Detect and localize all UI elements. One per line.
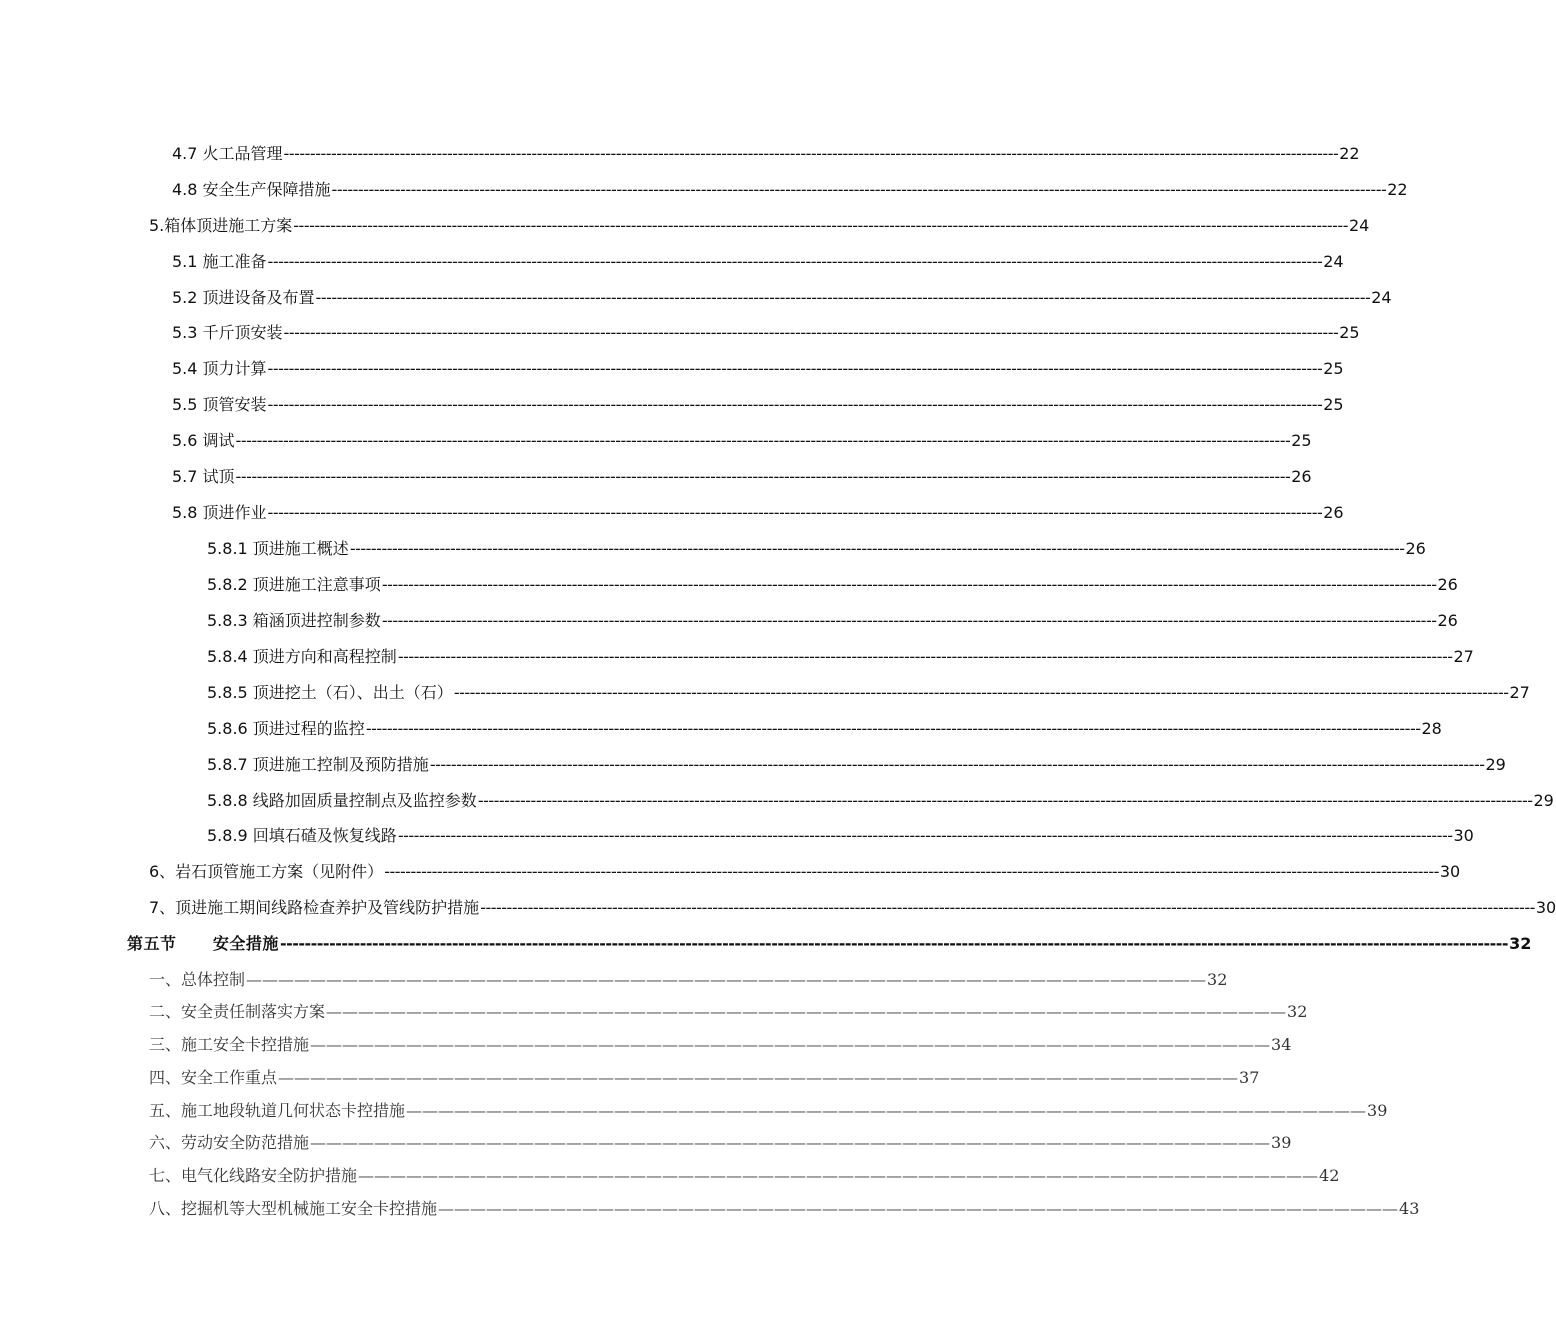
toc-leader: --------------------------------------------------------------------------------------------------------------------------------------------------------------------------------------------------------	[331, 180, 1387, 199]
toc-leader: --------------------------------------------------------------------------------------------------------------------------------------------------------------------------------------------------------	[365, 719, 1421, 738]
toc-leader: --------------------------------------------------------------------------------------------------------------------------------------------------------------------------------------------------------	[477, 791, 1533, 810]
toc-entry-title: 5.1 施工准备	[172, 252, 267, 271]
toc-leader: --------------------------------------------------------------------------------------------------------------------------------------------------------------------------------------------------------	[453, 683, 1509, 702]
toc-leader: --------------------------------------------------------------------------------------------------------------------------------------------------------------------------------------------------------	[283, 144, 1339, 163]
toc-entry-page: 30	[1439, 862, 1461, 881]
toc-entry-page: 26	[1323, 503, 1344, 522]
toc-entry[interactable]	[172, 320, 1360, 343]
toc-entry-title: 5.8.6 顶进过程的监控	[207, 719, 365, 738]
toc-leader: --------------------------------------------------------------------------------------------------------------------------------------------------------------------------------------------------------	[381, 611, 1437, 630]
toc-leader: --------------------------------------------------------------------------------------------------------------------------------------------------------------------------------------------------------	[267, 503, 1323, 522]
toc-entry-page: 22	[1387, 180, 1408, 199]
toc-entry-page: 27	[1509, 683, 1530, 702]
toc-leader: --------------------------------------------------------------------------------------------------------------------------------------------------------------------------------------------------------	[349, 539, 1405, 558]
toc-entry-page: 39	[1367, 1101, 1388, 1120]
toc-leader: ————————————————————————————————————————————————————————————	[310, 1035, 1271, 1054]
toc-leader: --------------------------------------------------------------------------------------------------------------------------------------------------------------------------------------------------------	[267, 252, 1323, 271]
toc-entry-title: 三、施工安全卡控措施	[149, 1035, 310, 1054]
toc-leader: --------------------------------------------------------------------------------------------------------------------------------------------------------------------------------------------------------	[384, 862, 1439, 881]
toc-entry-title: 5.8.8 线路加固质量控制点及监控参数	[207, 791, 477, 810]
toc-entry[interactable]	[172, 392, 1344, 415]
toc-entry[interactable]	[149, 1130, 1292, 1153]
toc-entry[interactable]	[172, 141, 1360, 164]
toc-entry[interactable]	[172, 177, 1408, 200]
toc-entry-title: 二、安全责任制落实方案	[149, 1002, 326, 1021]
toc-entry-title: 5.8.1 顶进施工概述	[207, 539, 349, 558]
toc-entry[interactable]	[207, 680, 1530, 703]
toc-entry[interactable]	[207, 788, 1554, 811]
toc-entry-page: 26	[1437, 611, 1458, 630]
toc-leader: ————————————————————————————————————————————————————————————	[438, 1199, 1399, 1218]
toc-entry-page: 26	[1405, 539, 1426, 558]
toc-entry-page: 29	[1533, 791, 1554, 810]
toc-entry-page: 25	[1323, 395, 1344, 414]
toc-leader: ————————————————————————————————————————————————————————————	[406, 1101, 1367, 1120]
toc-entry[interactable]	[149, 1098, 1388, 1121]
toc-entry[interactable]	[172, 500, 1344, 523]
toc-entry-title: 六、劳动安全防范措施	[149, 1133, 310, 1152]
toc-entry-page: 39	[1271, 1133, 1292, 1152]
toc-entry[interactable]	[149, 213, 1370, 236]
toc-entry-page: 28	[1421, 719, 1442, 738]
toc-entry-title: 4.7 火工品管理	[172, 144, 283, 163]
toc-entry[interactable]	[172, 356, 1344, 379]
toc-entry[interactable]	[207, 823, 1474, 846]
toc-entry-page: 24	[1348, 216, 1370, 235]
toc-entry-title: 5.7 试顶	[172, 467, 235, 486]
toc-leader: ————————————————————————————————————————————————————————————	[278, 1068, 1239, 1087]
toc-leader: --------------------------------------------------------------------------------------------------------------------------------------------------------------------------------------------------------	[397, 826, 1453, 845]
toc-leader: ————————————————————————————————————————————————————————————	[310, 1133, 1271, 1152]
toc-entry[interactable]	[207, 752, 1506, 775]
toc-entry-page: 29	[1485, 755, 1506, 774]
toc-entry-page: 43	[1399, 1199, 1420, 1218]
toc-entry-page: 22	[1339, 144, 1360, 163]
toc-leader: --------------------------------------------------------------------------------------------------------------------------------------------------------------------------------------------------------	[267, 395, 1323, 414]
toc-entry-title: 5.8.9 回填石碴及恢复线路	[207, 826, 397, 845]
toc-section-heading[interactable]	[127, 931, 1532, 954]
toc-entry-page: 42	[1319, 1166, 1340, 1185]
toc-entry-page: 32	[1287, 1002, 1308, 1021]
toc-entry-page: 25	[1323, 359, 1344, 378]
toc-entry-title: 五、施工地段轨道几何状态卡控措施	[149, 1101, 406, 1120]
toc-entry[interactable]	[207, 716, 1442, 739]
toc-entry-title: 5.3 千斤顶安装	[172, 323, 283, 342]
toc-entry-title: 七、电气化线路安全防护措施	[149, 1166, 358, 1185]
toc-entry-title: 八、挖掘机等大型机械施工安全卡控措施	[149, 1199, 438, 1218]
toc-leader: --------------------------------------------------------------------------------------------------------------------------------------------------------------------------------------------------------	[381, 575, 1437, 594]
toc-entry-title: 5.2 顶进设备及布置	[172, 288, 315, 307]
toc-entry-page: 32	[1509, 934, 1532, 953]
toc-entry-page: 27	[1453, 647, 1474, 666]
toc-entry-page: 32	[1207, 970, 1228, 989]
toc-entry-page: 30	[1453, 826, 1474, 845]
toc-entry-title: 5.8.5 顶进挖土（石）、出土（石）	[207, 683, 453, 702]
toc-entry[interactable]	[172, 464, 1312, 487]
toc-leader: --------------------------------------------------------------------------------------------------------------------------------------------------------------------------------------------------------	[279, 934, 1509, 953]
toc-entry[interactable]	[149, 895, 1556, 918]
toc-leader: --------------------------------------------------------------------------------------------------------------------------------------------------------------------------------------------------------	[293, 216, 1348, 235]
toc-leader: --------------------------------------------------------------------------------------------------------------------------------------------------------------------------------------------------------	[235, 431, 1291, 450]
toc-entry[interactable]	[149, 999, 1308, 1022]
toc-leader: ————————————————————————————————————————————————————————————	[326, 1002, 1287, 1021]
toc-entry-page: 25	[1291, 431, 1312, 450]
toc-entry-page: 26	[1291, 467, 1312, 486]
toc-leader: --------------------------------------------------------------------------------------------------------------------------------------------------------------------------------------------------------	[315, 288, 1371, 307]
toc-entry-title: 6、岩石顶管施工方案（见附件）	[149, 862, 384, 881]
toc-leader: --------------------------------------------------------------------------------------------------------------------------------------------------------------------------------------------------------	[397, 647, 1453, 666]
toc-entry[interactable]	[149, 859, 1461, 882]
toc-entry-page: 24	[1371, 288, 1392, 307]
toc-entry-title: 四、安全工作重点	[149, 1068, 278, 1087]
toc-entry-title: 4.8 安全生产保障措施	[172, 180, 331, 199]
toc-leader: ————————————————————————————————————————————————————————————	[358, 1166, 1319, 1185]
toc-entry-title: 5.5 顶管安装	[172, 395, 267, 414]
toc-entry[interactable]	[207, 644, 1474, 667]
toc-entry[interactable]	[149, 1196, 1420, 1219]
toc-entry[interactable]	[149, 1032, 1292, 1055]
toc-entry[interactable]	[207, 572, 1458, 595]
toc-entry-title: 5.6 调试	[172, 431, 235, 450]
toc-entry[interactable]	[172, 428, 1312, 451]
toc-entry-page: 34	[1271, 1035, 1292, 1054]
toc-entry[interactable]	[172, 249, 1344, 272]
toc-entry-page: 24	[1323, 252, 1344, 271]
toc-leader: --------------------------------------------------------------------------------------------------------------------------------------------------------------------------------------------------------	[235, 467, 1291, 486]
toc-entry[interactable]	[149, 1065, 1260, 1088]
toc-entry-title: 一、总体控制	[149, 970, 246, 989]
toc-entry-title: 5.8.2 顶进施工注意事项	[207, 575, 381, 594]
toc-leader: --------------------------------------------------------------------------------------------------------------------------------------------------------------------------------------------------------	[480, 898, 1535, 917]
toc-entry-title: 5.8 顶进作业	[172, 503, 267, 522]
toc-leader: --------------------------------------------------------------------------------------------------------------------------------------------------------------------------------------------------------	[429, 755, 1485, 774]
toc-entry-title: 5.8.4 顶进方向和高程控制	[207, 647, 397, 666]
toc-entry-title: 5.箱体顶进施工方案	[149, 216, 293, 235]
toc-entry-title: 7、顶进施工期间线路检查养护及管线防护措施	[149, 898, 480, 917]
toc-entry-title: 5.8.3 箱涵顶进控制参数	[207, 611, 381, 630]
toc-entry[interactable]	[149, 1163, 1340, 1186]
toc-entry[interactable]	[149, 967, 1228, 990]
toc-entry[interactable]	[207, 608, 1458, 631]
toc-entry[interactable]	[207, 536, 1426, 559]
toc-entry-page: 30	[1535, 898, 1556, 917]
toc-entry-page: 26	[1437, 575, 1458, 594]
toc-entry[interactable]	[172, 285, 1392, 308]
toc-entry-title: 5.4 顶力计算	[172, 359, 267, 378]
toc-entry-page: 37	[1239, 1068, 1260, 1087]
toc-leader: --------------------------------------------------------------------------------------------------------------------------------------------------------------------------------------------------------	[267, 359, 1323, 378]
toc-leader: ————————————————————————————————————————————————————————————	[246, 970, 1207, 989]
toc-leader: --------------------------------------------------------------------------------------------------------------------------------------------------------------------------------------------------------	[283, 323, 1339, 342]
toc-entry-title: 5.8.7 顶进施工控制及预防措施	[207, 755, 429, 774]
toc-entry-title: 第五节 安全措施	[127, 934, 279, 953]
toc-entry-page: 25	[1339, 323, 1360, 342]
